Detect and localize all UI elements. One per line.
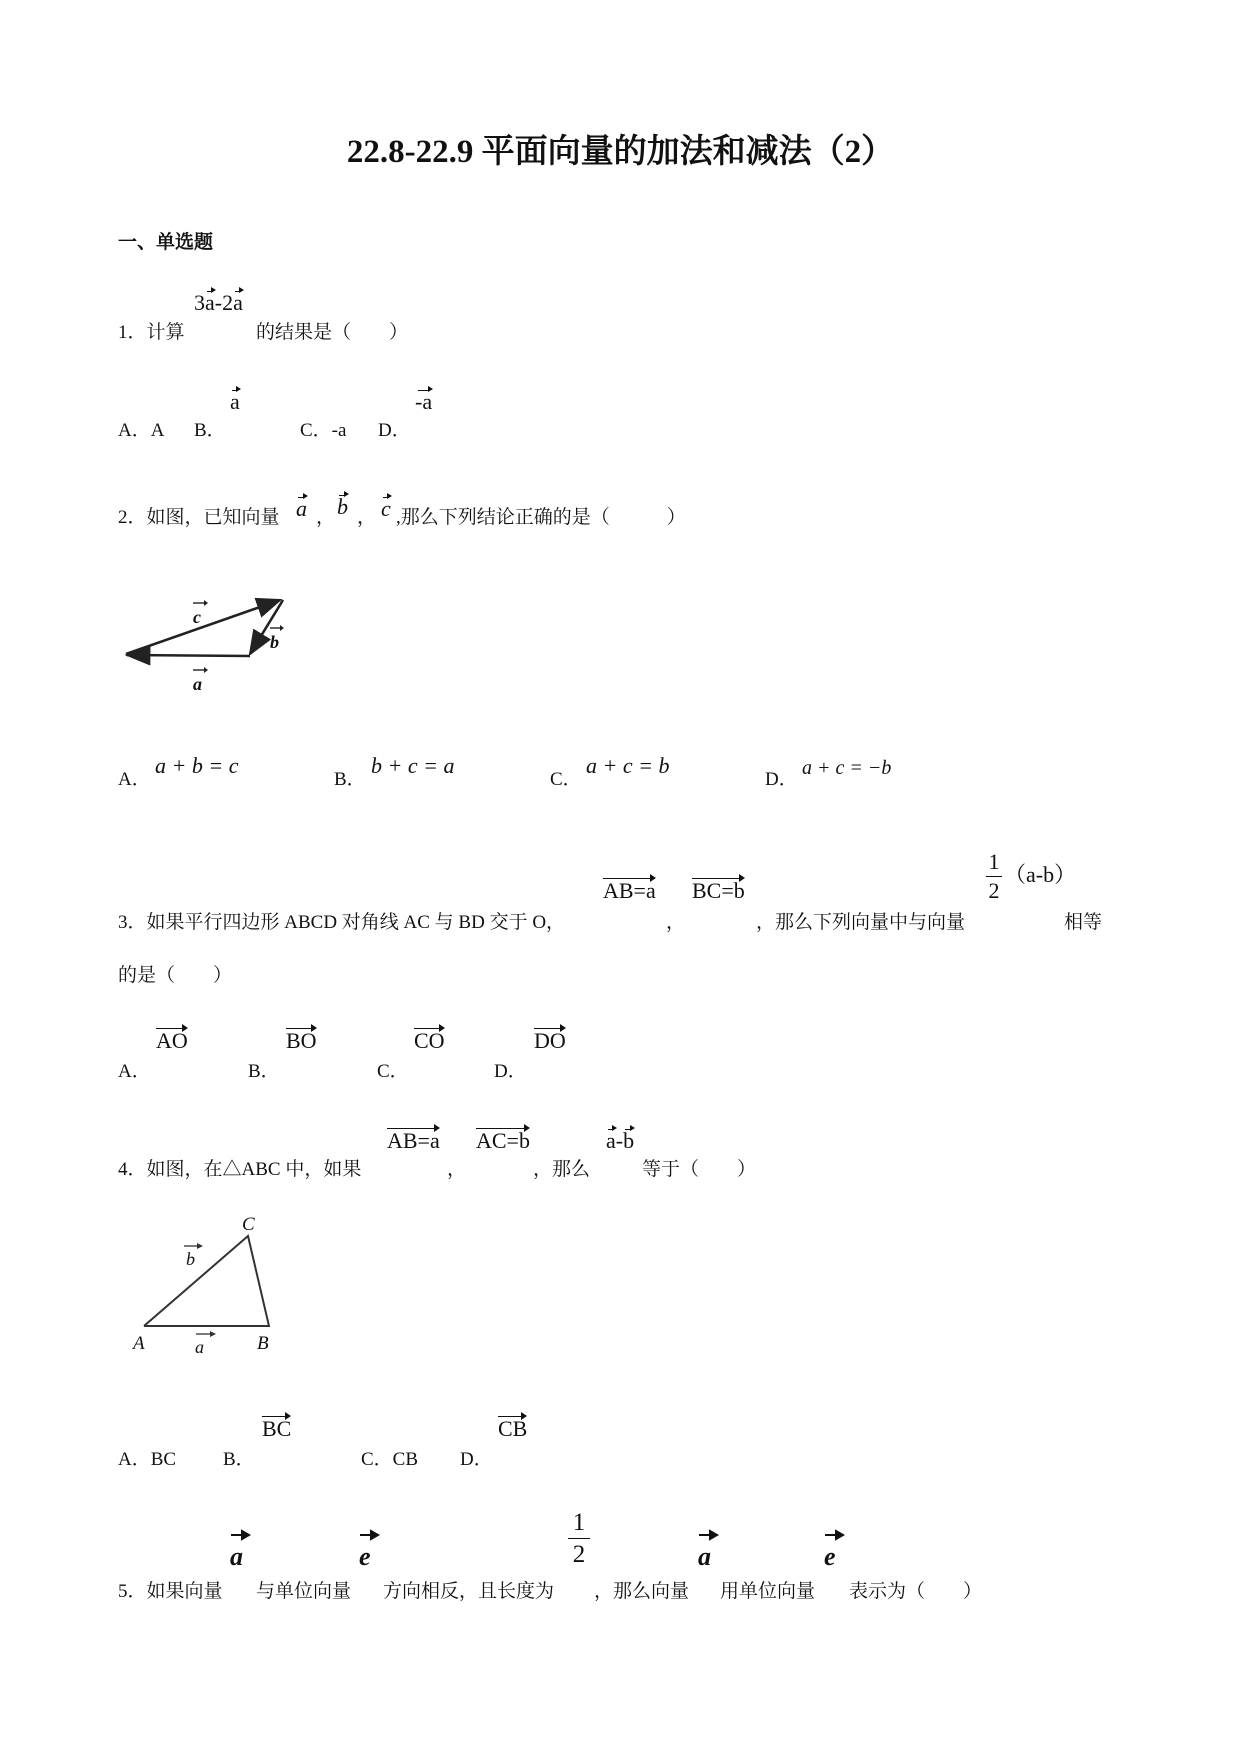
q4-option-b-math: BC (262, 1416, 292, 1441)
q3-given-bc: BC=b (692, 878, 745, 903)
q5-stem-6: 表示为（ ） (849, 1581, 983, 1602)
q2-vector-a: a (296, 496, 307, 521)
q4-option-d-math: CB (498, 1416, 528, 1441)
q2-option-a[interactable]: A． (118, 769, 151, 790)
q5-vector-a: a (230, 1542, 243, 1571)
q2-option-a-math: a + b = c (155, 753, 239, 778)
q4-figure-label-b: B (257, 1333, 269, 1354)
q3-option-c-math: CO (414, 1028, 445, 1053)
q5-vector-a-2: a (698, 1542, 711, 1571)
q5-stem-5: 用单位向量 (720, 1581, 816, 1602)
q3-option-d-math: DO (534, 1028, 566, 1053)
q2-option-c-math: a + c = b (586, 753, 670, 778)
q1-expr-vector: a (205, 290, 215, 315)
q1-option-d-math: -a (415, 389, 433, 414)
q4-option-d[interactable]: D． (460, 1449, 493, 1470)
q3-option-d[interactable]: D． (494, 1061, 527, 1082)
q1-stem-start: 1．计算 (118, 322, 185, 343)
q4-figure-label-a: A (133, 1333, 145, 1354)
q5-vector-e: e (359, 1542, 371, 1571)
q3-given-ab: AB=a (603, 878, 656, 903)
section-heading: 一、单选题 (118, 232, 214, 253)
q2-option-d-math: a + c = −b (802, 757, 892, 779)
q2-stem-end: ,那么下列结论正确的是（ ） (396, 507, 686, 528)
q2-option-b[interactable]: B． (334, 769, 366, 790)
q5-stem-3: 方向相反，且长度为 (383, 1581, 555, 1602)
q4-expression: a-b (606, 1128, 635, 1153)
q2-vector-b: b (337, 494, 348, 519)
q2-comma-1: ， (316, 507, 336, 528)
q2-option-b-math: b + c = a (371, 753, 455, 778)
q4-figure-label-vec-a: a (195, 1337, 204, 1357)
q4-stem-end: 等于（ ） (642, 1159, 757, 1180)
q3-fraction: 1 2 (986, 851, 1002, 902)
q2-figure-label-c: c (193, 607, 201, 627)
q1-option-d[interactable]: D． (378, 420, 411, 441)
q1-expr-vector-2: a (233, 290, 243, 315)
q2-figure-label-a: a (193, 674, 202, 694)
q3-option-c[interactable]: C． (377, 1061, 409, 1082)
q4-figure-label-vec-b: b (186, 1249, 195, 1269)
q2-stem-start: 2．如图，已知向量 (118, 507, 280, 528)
q3-stem-end: 相等 (1064, 912, 1103, 933)
q2-option-d[interactable]: D． (765, 769, 798, 790)
q5-stem-2: 与单位向量 (256, 1581, 352, 1602)
q4-given-ac: AC=b (476, 1128, 530, 1153)
q1-option-b-math: a (230, 389, 240, 414)
q3-stem-line2: 的是（ ） (118, 965, 233, 986)
q4-option-a[interactable]: A．BC (118, 1449, 177, 1470)
q4-sep-2: ，那么 (533, 1159, 591, 1180)
q3-option-b-math: BO (286, 1028, 317, 1053)
q1-expression: 3a-2a (194, 290, 243, 315)
q4-sep-1: ， (447, 1159, 467, 1180)
q5-stem-1: 5．如果向量 (118, 1581, 223, 1602)
q4-option-b[interactable]: B． (223, 1449, 255, 1470)
q2-comma-2: ， (357, 507, 377, 528)
q2-option-c[interactable]: C． (550, 769, 582, 790)
q1-option-b[interactable]: B． (194, 420, 226, 441)
q3-sep-2: ，那么下列向量中与向量 (756, 912, 966, 933)
q4-option-c[interactable]: C．CB (361, 1449, 419, 1470)
q5-stem-4: ，那么向量 (594, 1581, 690, 1602)
q4-stem-start: 4．如图，在△ABC 中，如果 (118, 1159, 362, 1180)
q5-fraction: 1 2 (568, 1510, 590, 1567)
page-title: 22.8-22.9 平面向量的加法和减法（2） (346, 134, 895, 170)
q3-option-a-math: AO (156, 1028, 188, 1053)
q3-sep-1: ， (666, 912, 686, 933)
q1-stem-end: 的结果是（ ） (256, 322, 409, 343)
q3-stem-start: 3．如果平行四边形 ABCD 对角线 AC 与 BD 交于 O， (118, 912, 566, 933)
q4-given-ab: AB=a (387, 1128, 440, 1153)
q3-fraction-expression: （a-b） (1004, 862, 1077, 887)
q3-option-a[interactable]: A． (118, 1061, 151, 1082)
q5-vector-e-2: e (824, 1542, 836, 1571)
q1-option-c[interactable]: C．-a (300, 420, 347, 441)
q2-vector-c: c (381, 496, 391, 521)
q3-option-b[interactable]: B． (248, 1061, 280, 1082)
q1-option-a[interactable]: A．A (118, 420, 165, 441)
q4-figure-label-c: C (242, 1214, 255, 1235)
q2-figure-label-b: b (270, 632, 279, 652)
